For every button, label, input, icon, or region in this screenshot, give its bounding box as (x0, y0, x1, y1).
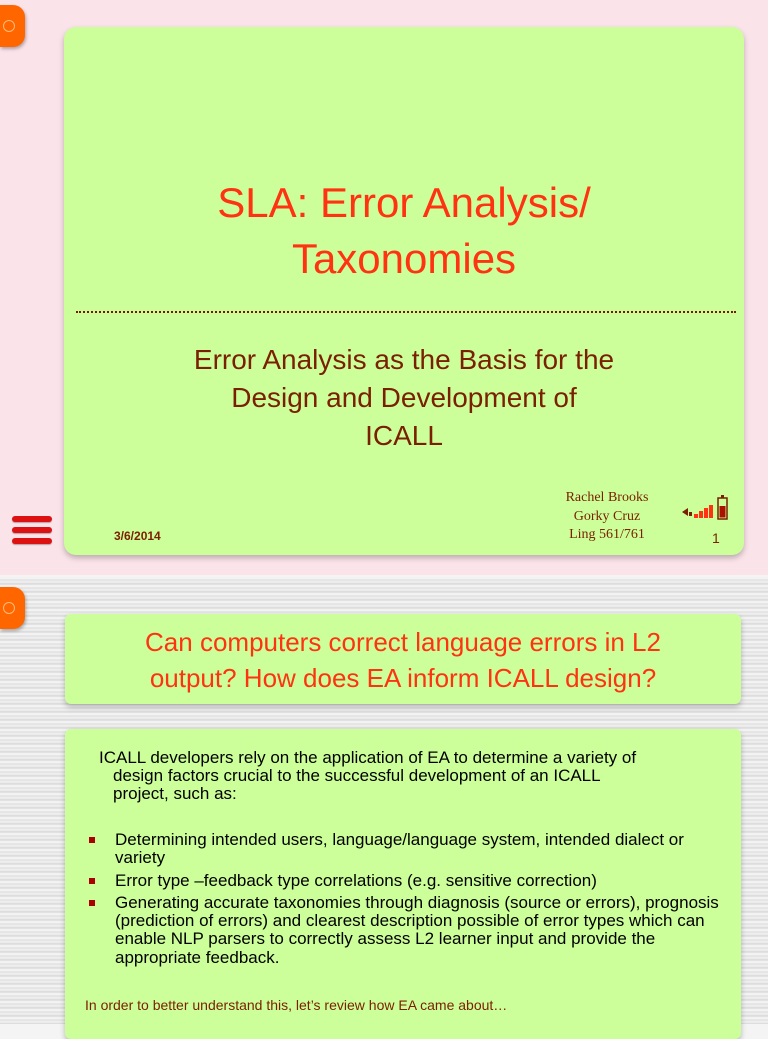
intro-line-2: design factors crucial to the successful development of an ICALL (113, 766, 601, 785)
slide-subtitle (64, 341, 744, 455)
question-line-2: output? How does EA inform ICALL design? (149, 663, 657, 693)
footer-note: In order to better understand this, let’s review how EA came about… (85, 997, 508, 1013)
author-2: Gorky Cruz (573, 508, 641, 524)
slide-title (64, 175, 744, 287)
menu-icon[interactable] (12, 516, 52, 550)
subtitle-line-3: ICALL (365, 420, 443, 451)
intro-line-3: project, such as: (113, 784, 237, 803)
page-number: 1 (712, 530, 720, 546)
intro-line-1: ICALL developers rely on the application of EA to determine a variety of (99, 748, 637, 767)
slide-question (65, 624, 741, 696)
title-line-1: SLA: Error Analysis/ (217, 179, 591, 226)
subtitle-line-2: Design and Development of (231, 382, 577, 413)
side-tab-icon[interactable] (0, 5, 25, 47)
question-line-1: Can computers correct language errors in L2 (145, 627, 661, 657)
bullet-list (85, 831, 725, 971)
question-box (65, 614, 741, 704)
slide-date: 3/6/2014 (114, 529, 161, 543)
subtitle-line-1: Error Analysis as the Basis for the (193, 344, 615, 375)
dotted-divider (76, 311, 736, 313)
title-line-2: Taxonomies (291, 235, 517, 282)
title-slide-panel (64, 27, 744, 555)
bullet-item: Determining intended users, language/language system, intended dialect or variety (85, 831, 725, 868)
signal-battery-icon (680, 493, 732, 523)
author-block (534, 489, 680, 545)
course-code: Ling 561/761 (569, 527, 645, 542)
bullet-item: Error type –feedback type correlations (e.g. sensitive correction) (85, 872, 725, 890)
intro-paragraph (99, 749, 719, 803)
slide-2 (0, 577, 768, 1024)
bullet-item: Generating accurate taxonomies through diagnosis (source or errors), prognosis (prediction of errors) and clearest description possible of error types which can enable NLP parsers to correctly assess L2 learner input and provide the appropriate feedback. (85, 894, 725, 967)
side-tab-icon[interactable] (0, 587, 25, 629)
author-1: Rachel Brooks (565, 490, 649, 505)
content-panel (65, 729, 741, 1039)
